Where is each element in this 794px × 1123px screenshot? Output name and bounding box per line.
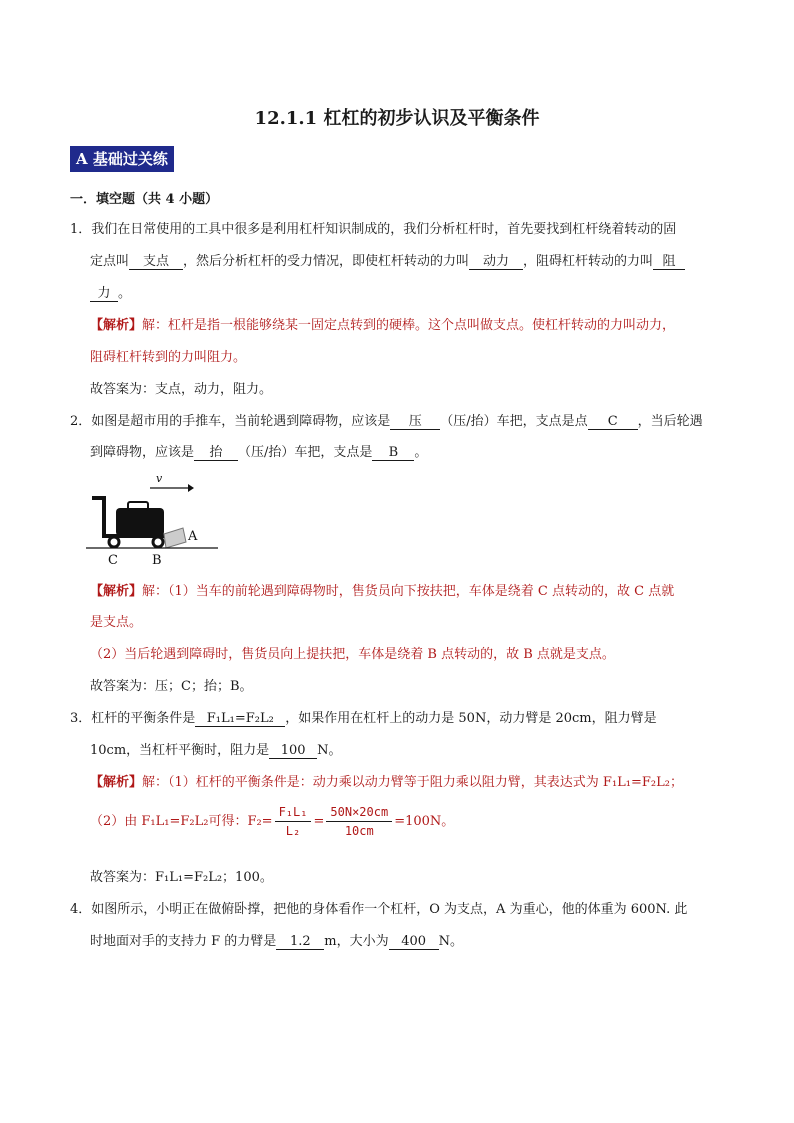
q1-line-3: 力 。 (90, 282, 131, 302)
q3-answer-1: F₁L₁=F₂L₂ (195, 711, 285, 727)
q3-analysis-2: （2）由 F₁L₁=F₂L₂可得：F₂= $\frac{\text{F₁L₁}}{\text{L₂}}$ = $\frac{50N\times 20cm}{10cm}$ =100N。 (90, 805, 455, 838)
q1-answer-3a: 阻 (653, 250, 685, 270)
shopping-cart-figure (86, 472, 236, 568)
q1-answer-2: 动力 (469, 250, 523, 270)
section-subheading: 一．填空题（共 4 小题） (70, 192, 219, 207)
q3-line-1: 3．杠杆的平衡条件是 F₁L₁=F₂L₂ ，如果作用在杠杆上的动力是 50N，动力臂是 20cm，阻力臂是 (70, 711, 657, 726)
q1-answer-1: 支点 (129, 250, 183, 270)
q1-analysis-2: 阻碍杠杆转到的力叫阻力。 (90, 350, 247, 365)
page-title: 12.1.1 杠杠的初步认识及平衡条件 (254, 108, 540, 129)
q1-line-1: 1．我们在日常使用的工具中很多是利用杠杆知识制成的，我们分析杠杆时，首先要找到杠杆绕着转动的固 (70, 222, 677, 237)
q2-answer-3: 抬 (194, 441, 238, 461)
q2-line-2: 到障碍物，应该是 抬 （压/抬）车把，支点是 B 。 (90, 441, 427, 461)
q3-analysis-1: 【解析】解：（1）杠杆的平衡条件是：动力乘以动力臂等于阻力乘以阻力臂，其表达式为 F₁L₁=F₂L₂； (90, 775, 683, 790)
q2-answer-1: 压 (390, 410, 440, 430)
formula-fraction-2: $\frac{50N\times 20cm}{10cm}$ (326, 803, 392, 840)
section-tag: A 基础过关练 (70, 146, 174, 172)
point-b-label: B (152, 553, 162, 568)
point-c-label: C (108, 553, 118, 568)
q2-analysis-1: 【解析】解：（1）当车的前轮遇到障碍物时，售货员向下按扶把，车体是绕着 C 点转动的，故 C 点就 (90, 584, 675, 599)
q3-answer-2: 100 (269, 743, 317, 759)
formula-fraction-1: $\frac{\text{F₁L₁}}{\text{L₂}}$ (275, 803, 312, 840)
q4-answer-2: 400 (389, 934, 439, 950)
q1-analysis-1: 【解析】解：杠杆是指一根能够绕某一固定点转到的硬棒。这个点叫做支点。使杠杆转动的力叫动力， (90, 318, 676, 333)
q2-final-answer: 故答案为：压；C；抬；B。 (90, 679, 253, 694)
q2-analysis-3: （2）当后轮遇到障碍时，售货员向上提扶把，车体是绕着 B 点转动的，故 B 点就是支点。 (90, 647, 615, 662)
q3-line-2: 10cm，当杠杆平衡时，阻力是 100 N。 (90, 743, 342, 758)
point-a-label: A (188, 529, 198, 544)
velocity-label: v (156, 472, 163, 485)
q4-line-1: 4．如图所示，小明正在做俯卧撑，把他的身体看作一个杠杆，O 为支点，A 为重心，他的体重为 600N. 此 (70, 902, 688, 917)
q1-final-answer: 故答案为：支点，动力，阻力。 (90, 382, 273, 397)
q1-line-2: 定点叫 支点 ，然后分析杠杆的受力情况，即使杠杆转动的力叫 动力 ，阻碍杠杆转动的力叫 阻 (90, 250, 685, 270)
q2-analysis-2: 是支点。 (90, 615, 143, 630)
q1-answer-3b: 力 (90, 282, 118, 302)
q2-answer-2: C (588, 414, 638, 430)
q2-answer-4: B (372, 445, 414, 461)
q3-final-answer: 故答案为：F₁L₁=F₂L₂；100。 (90, 870, 273, 885)
q4-answer-1: 1.2 (276, 934, 324, 950)
q2-line-1: 2．如图是超市用的手推车，当前轮遇到障碍物，应该是 压 （压/抬）车把，支点是点 C ，当后轮遇 (70, 410, 703, 430)
q4-line-2: 时地面对手的支持力 F 的力臂是 1.2 m，大小为 400 N。 (90, 934, 464, 949)
